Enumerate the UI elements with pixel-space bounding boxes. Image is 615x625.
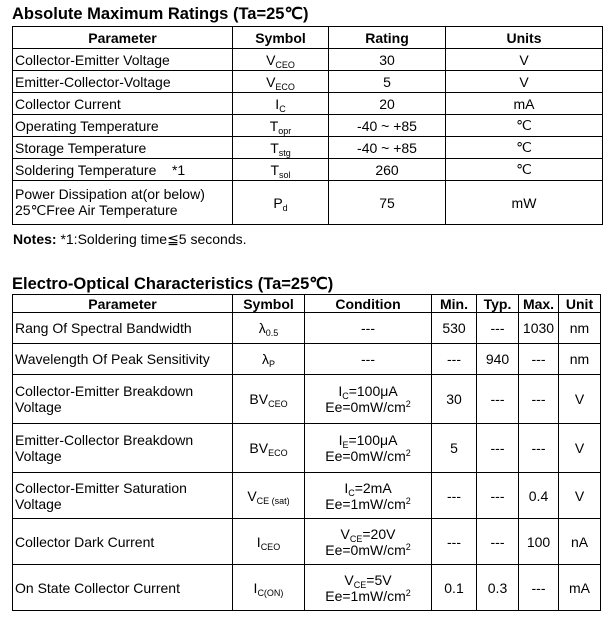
- amr-symbol: $V_{CEO}$: [233, 49, 329, 71]
- table-row: [13, 71, 603, 93]
- amr-header-row: [13, 27, 603, 49]
- amr-parameter: Power Dissipation at(or below) 25℃Free Air Temperature: [13, 181, 233, 225]
- eoc-max: ---: [519, 565, 559, 611]
- eoc-parameter: Rang Of Spectral Bandwidth: [13, 313, 233, 344]
- eoc-typ: 0.3: [477, 565, 519, 611]
- amr-symbol: $V_{ECO}$: [233, 71, 329, 93]
- eoc-header-max: Max.: [519, 295, 559, 313]
- eoc-unit: nm: [559, 313, 601, 344]
- eoc-max: ---: [519, 424, 559, 473]
- absolute-maximum-ratings-table: [12, 26, 603, 225]
- eoc-condition: $I_C=2mA$ $Ee=1mW/cm^2$: [305, 473, 432, 519]
- amr-header-units: Units: [446, 27, 603, 49]
- eoc-parameter: Collector Dark Current: [13, 519, 233, 565]
- eoc-min: 5: [432, 424, 477, 473]
- eoc-symbol: $BV_{CEO}$: [233, 375, 305, 424]
- amr-rating: -40 ~ +85: [329, 115, 446, 137]
- table-row: [13, 473, 601, 519]
- eoc-unit: mA: [559, 565, 601, 611]
- eoc-parameter: On State Collector Current: [13, 565, 233, 611]
- amr-symbol: $T_{sol}$: [233, 159, 329, 181]
- eoc-min: 30: [432, 375, 477, 424]
- amr-units: ℃: [446, 159, 603, 181]
- amr-units: mA: [446, 93, 603, 115]
- amr-parameter: Collector-Emitter Voltage: [13, 49, 233, 71]
- eoc-typ: ---: [477, 375, 519, 424]
- eoc-header-symbol: Symbol: [233, 295, 305, 313]
- amr-symbol: $I_C$: [233, 93, 329, 115]
- eoc-min: ---: [432, 344, 477, 375]
- eoc-typ: ---: [477, 424, 519, 473]
- eoc-typ: ---: [477, 473, 519, 519]
- eoc-header-parameter: Parameter: [13, 295, 233, 313]
- eoc-unit: V: [559, 375, 601, 424]
- eoc-unit: V: [559, 424, 601, 473]
- eoc-unit: nm: [559, 344, 601, 375]
- eoc-header-min: Min.: [432, 295, 477, 313]
- eoc-condition: $V_{CE}=20V$ $Ee=0mW/cm^2$: [305, 519, 432, 565]
- amr-title: Absolute Maximum Ratings (Ta=25℃): [12, 5, 309, 23]
- table-row: [13, 115, 603, 137]
- amr-rating: 30: [329, 49, 446, 71]
- eoc-min: 0.1: [432, 565, 477, 611]
- amr-parameter: Collector Current: [13, 93, 233, 115]
- amr-units: V: [446, 71, 603, 93]
- eoc-min: ---: [432, 519, 477, 565]
- eoc-max: ---: [519, 344, 559, 375]
- eoc-parameter: Collector-Emitter Saturation Voltage: [13, 473, 233, 519]
- amr-header-symbol: Symbol: [233, 27, 329, 49]
- eoc-min: 530: [432, 313, 477, 344]
- amr-symbol: $T_{stg}$: [233, 137, 329, 159]
- electro-optical-characteristics-table: [12, 294, 601, 611]
- amr-units: ℃: [446, 137, 603, 159]
- eoc-condition: $I_E=100\mu A$ $Ee=0mW/cm^2$: [305, 424, 432, 473]
- eoc-header-condition: Condition: [305, 295, 432, 313]
- eoc-title: Electro-Optical Characteristics (Ta=25℃): [12, 275, 334, 293]
- amr-parameter: Emitter-Collector-Voltage: [13, 71, 233, 93]
- eoc-max: 0.4: [519, 473, 559, 519]
- eoc-parameter: Emitter-Collector Breakdown Voltage: [13, 424, 233, 473]
- table-row: [13, 424, 601, 473]
- table-row: [13, 375, 601, 424]
- eoc-header-unit: Unit: [559, 295, 601, 313]
- eoc-symbol: $I_{CEO}$: [233, 519, 305, 565]
- table-row: [13, 344, 601, 375]
- eoc-parameter: Collector-Emitter Breakdown Voltage: [13, 375, 233, 424]
- amr-rating: 260: [329, 159, 446, 181]
- eoc-max: 100: [519, 519, 559, 565]
- amr-header-rating: Rating: [329, 27, 446, 49]
- eoc-typ: ---: [477, 313, 519, 344]
- eoc-symbol: $\lambda_P$: [233, 344, 305, 375]
- table-row: [13, 313, 601, 344]
- eoc-symbol: $BV_{ECO}$: [233, 424, 305, 473]
- eoc-symbol: $\lambda_{0.5}$: [233, 313, 305, 344]
- amr-rating: 20: [329, 93, 446, 115]
- eoc-condition: $I_C=100\mu A$ $Ee=0mW/cm^2$: [305, 375, 432, 424]
- amr-units: mW: [446, 181, 603, 225]
- table-row: [13, 159, 603, 181]
- table-row: [13, 93, 603, 115]
- eoc-condition: ---: [305, 344, 432, 375]
- eoc-max: ---: [519, 375, 559, 424]
- table-row: [13, 137, 603, 159]
- amr-units: ℃: [446, 115, 603, 137]
- amr-parameter: Operating Temperature: [13, 115, 233, 137]
- amr-parameter: Storage Temperature: [13, 137, 233, 159]
- table-row: [13, 181, 603, 225]
- eoc-typ: 940: [477, 344, 519, 375]
- table-row: [13, 49, 603, 71]
- amr-header-parameter: Parameter: [13, 27, 233, 49]
- eoc-header-typ: Typ.: [477, 295, 519, 313]
- amr-units: V: [446, 49, 603, 71]
- eoc-unit: V: [559, 473, 601, 519]
- eoc-unit: nA: [559, 519, 601, 565]
- eoc-symbol: $V_{CE (sat)}$: [233, 473, 305, 519]
- eoc-parameter: Wavelength Of Peak Sensitivity: [13, 344, 233, 375]
- eoc-symbol: $I_{C(ON)}$: [233, 565, 305, 611]
- eoc-header-row: [13, 295, 601, 313]
- amr-symbol: $T_{opr}$: [233, 115, 329, 137]
- table-row: [13, 565, 601, 611]
- notes: Notes: *1:Soldering time≦5 seconds.: [13, 231, 247, 247]
- amr-parameter: Soldering Temperature *1: [13, 159, 233, 181]
- eoc-max: 1030: [519, 313, 559, 344]
- table-row: [13, 519, 601, 565]
- eoc-condition: ---: [305, 313, 432, 344]
- amr-symbol: $P_d$: [233, 181, 329, 225]
- amr-rating: 75: [329, 181, 446, 225]
- amr-rating: 5: [329, 71, 446, 93]
- eoc-condition: $V_{CE}=5V$ $Ee=1mW/cm^2$: [305, 565, 432, 611]
- amr-rating: -40 ~ +85: [329, 137, 446, 159]
- eoc-typ: ---: [477, 519, 519, 565]
- eoc-min: ---: [432, 473, 477, 519]
